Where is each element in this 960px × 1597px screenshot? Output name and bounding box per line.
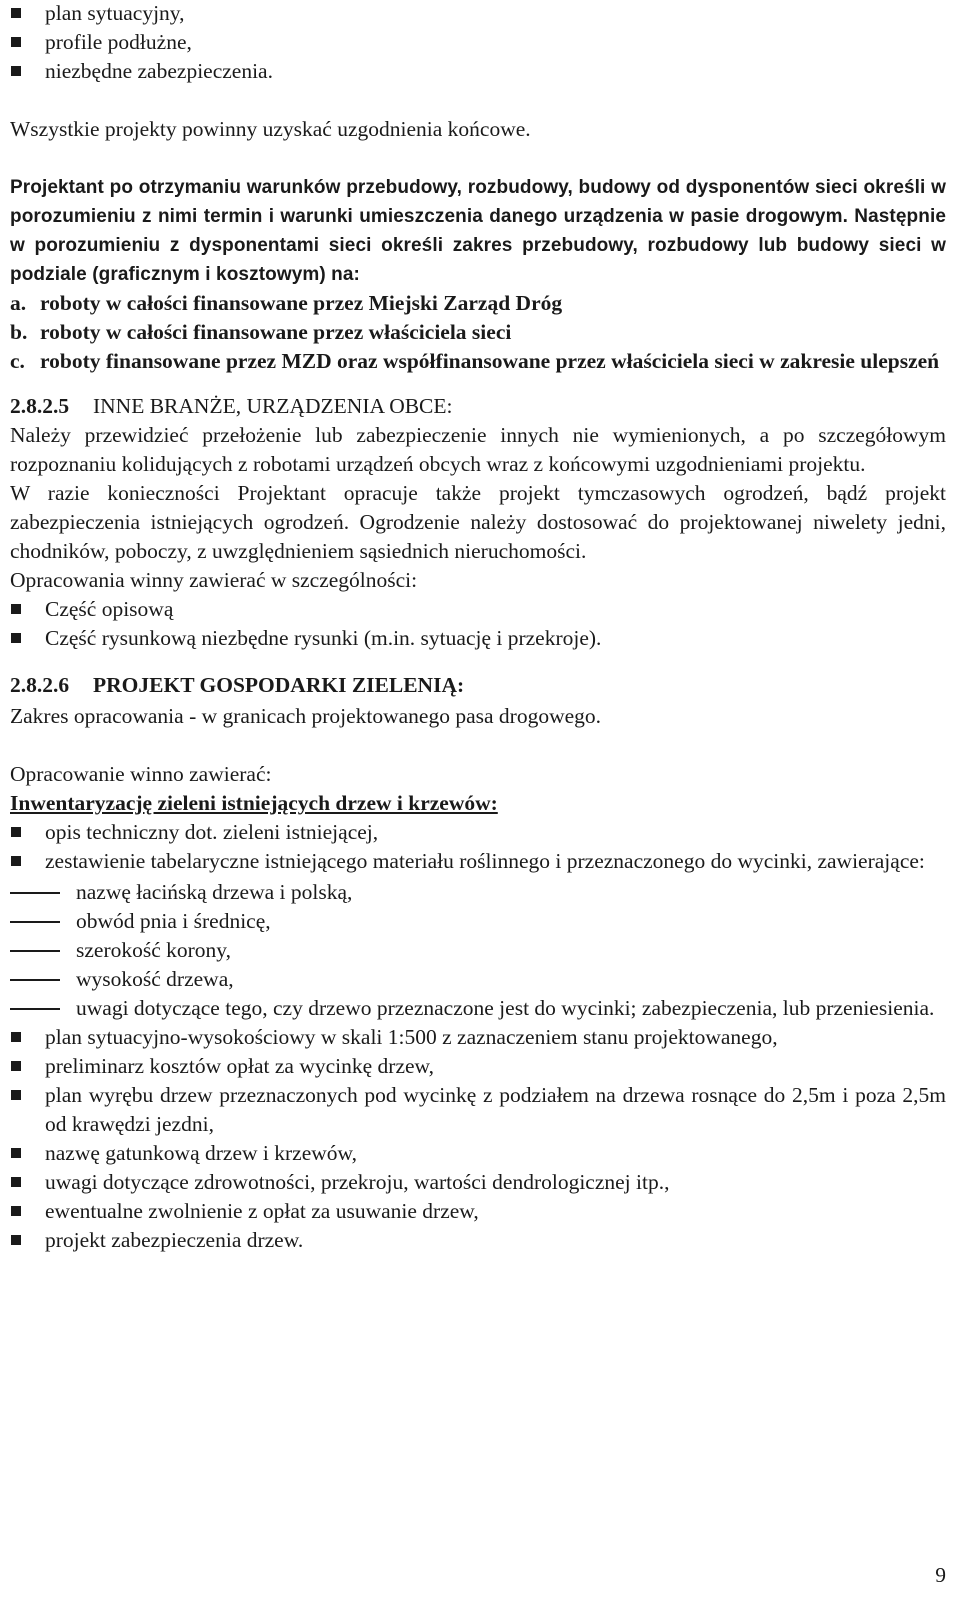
- list-item: obwód pnia i średnicę,: [10, 907, 946, 936]
- content-intro: Opracowanie winno zawierać:: [10, 762, 272, 786]
- list-item: wysokość drzewa,: [10, 965, 946, 994]
- list-item: preliminarz kosztów opłat za wycinkę drzew,: [10, 1052, 946, 1081]
- financing-list: [10, 289, 946, 376]
- square-bullet-icon: [11, 1235, 21, 1245]
- page-number: 9: [935, 1563, 946, 1587]
- square-bullet-icon: [11, 1090, 21, 1100]
- section-paragraph: Opracowania winny zawierać w szczególności:: [10, 568, 418, 592]
- section-heading-2825: [10, 392, 946, 421]
- bullet-list-top: [10, 0, 946, 86]
- list-item: opis techniczny dot. zieleni istniejącej,: [10, 818, 946, 847]
- list-item: c. roboty finansowane przez MZD oraz współfinansowane przez właściciela sieci w zakresie ulepszeń: [10, 349, 940, 373]
- section-number: 2.8.2.5: [10, 394, 70, 418]
- list-item: Część rysunkową niezbędne rysunki (m.in. sytuację i przekroje).: [10, 624, 946, 653]
- list-item: szerokość korony,: [10, 936, 946, 965]
- list-item: plan sytuacyjno-wysokościowy w skali 1:500 z zaznaczeniem stanu projektowanego,: [10, 1023, 946, 1052]
- dash-bullet-icon: [10, 892, 60, 894]
- list-item: uwagi dotyczące tego, czy drzewo przeznaczone jest do wycinki; zabezpieczenia, lub przeniesienia.: [10, 994, 946, 1023]
- final-approvals-paragraph: Wszystkie projekty powinny uzyskać uzgodnienia końcowe.: [10, 117, 531, 141]
- list-item: uwagi dotyczące zdrowotności, przekroju, wartości dendrologicznej itp.,: [10, 1168, 946, 1197]
- dash-bullet-icon: [10, 1008, 60, 1010]
- section-heading-2826: [10, 671, 946, 700]
- inventory-heading: Inwentaryzację zieleni istniejących drzew i krzewów:: [10, 791, 498, 815]
- dash-list: [10, 876, 946, 1023]
- square-bullet-icon: [11, 8, 21, 18]
- list-item: projekt zabezpieczenia drzew.: [10, 1226, 946, 1255]
- square-bullet-icon: [11, 1206, 21, 1216]
- square-bullet-icon: [11, 1061, 21, 1071]
- list-item: zestawienie tabelaryczne istniejącego materiału roślinnego i przeznaczonego do wycinki, zawierające: nazwę łacińską drzewa i polską, obwód pnia i średnicę, szerokość korony, wysokość drzewa, uwagi dotyczące tego, czy drzewo przeznaczone jest do wycinki; zabezpieczenia, lub przeniesienia.: [10, 847, 946, 1023]
- list-item: plan sytuacyjny,: [10, 0, 946, 28]
- section-title: INNE BRANŻE, URZĄDZENIA OBCE:: [93, 394, 453, 418]
- list-item: a. roboty w całości finansowane przez Miejski Zarząd Dróg: [10, 291, 563, 315]
- list-item: niezbędne zabezpieczenia.: [10, 57, 946, 86]
- list-item: profile podłużne,: [10, 28, 946, 57]
- list-item: nazwę gatunkową drzew i krzewów,: [10, 1139, 946, 1168]
- square-bullet-icon: [11, 37, 21, 47]
- list-item: b. roboty w całości finansowane przez właściciela sieci: [10, 320, 512, 344]
- square-bullet-icon: [11, 1177, 21, 1187]
- square-bullet-icon: [11, 604, 21, 614]
- square-bullet-icon: [11, 633, 21, 643]
- dash-bullet-icon: [10, 950, 60, 952]
- scope-paragraph: Zakres opracowania - w granicach projektowanego pasa drogowego.: [10, 704, 602, 728]
- section-title: PROJEKT GOSPODARKI ZIELENIĄ:: [93, 673, 465, 697]
- square-bullet-icon: [11, 827, 21, 837]
- designer-paragraph: Projektant po otrzymaniu warunków przebudowy, rozbudowy, budowy od dysponentów sieci określi w porozumieniu z nimi termin i warunki umieszczenia danego urządzenia w pasie drogowym. Następnie w porozumieniu z dysponentami sieci określi zakres przebudowy, rozbudowy lub budowy sieci w podziale (graficznym i kosztowym) na:: [10, 177, 946, 285]
- list-item: plan wyrębu drzew przeznaczonych pod wycinkę z podziałem na drzewa rosnące do 2,5m i poza 2,5m od krawędzi jezdni,: [10, 1081, 946, 1139]
- square-bullet-icon: [11, 856, 21, 866]
- list-item: ewentualne zwolnienie z opłat za usuwanie drzew,: [10, 1197, 946, 1226]
- section-paragraph: W razie konieczności Projektant opracuje także projekt tymczasowych ogrodzeń, bądź projekt zabezpieczenia istniejących ogrodzeń. Ogrodzenie należy dostosować do projektowanej niwelety jedni, chodników, poboczy, z uwzględnieniem sąsiednich nieruchomości.: [10, 481, 946, 563]
- square-bullet-icon: [11, 1032, 21, 1042]
- bullet-list: [10, 818, 946, 1255]
- list-item: Część opisową: [10, 595, 946, 624]
- list-item: nazwę łacińską drzewa i polską,: [10, 878, 946, 907]
- square-bullet-icon: [11, 1148, 21, 1158]
- document-page: [10, 0, 946, 1255]
- section-paragraph: Należy przewidzieć przełożenie lub zabezpieczenie innych nie wymienionych, a po szczegółowym rozpoznaniu kolidujących z robotami urządzeń obcych wraz z końcowymi uzgodnieniami projektu.: [10, 423, 946, 476]
- dash-bullet-icon: [10, 979, 60, 981]
- section-number: 2.8.2.6: [10, 673, 70, 697]
- square-bullet-icon: [11, 66, 21, 76]
- bullet-list: [10, 595, 946, 653]
- dash-bullet-icon: [10, 921, 60, 923]
